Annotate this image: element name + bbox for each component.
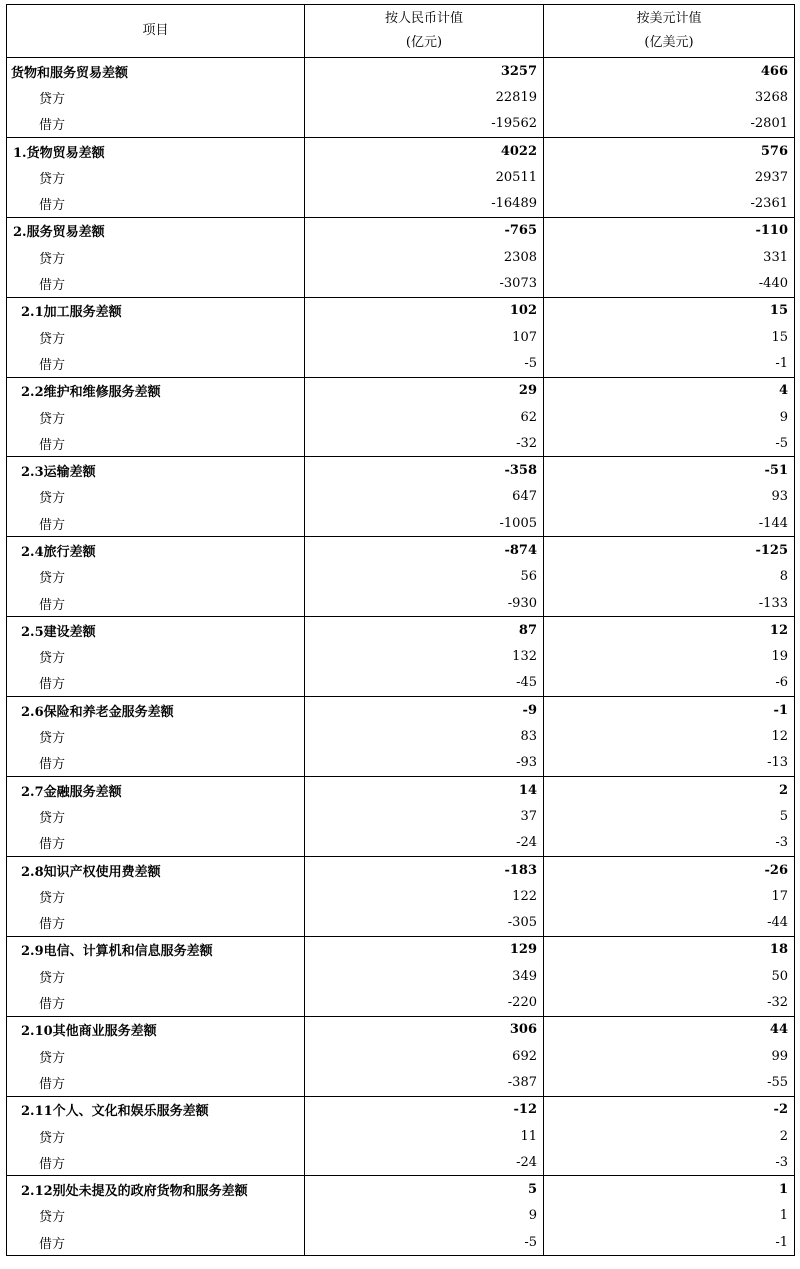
credit-label: 贷方 [7,1203,305,1229]
credit-label: 贷方 [7,963,305,989]
trade-balance-table [6,4,795,1256]
row-label: 2.5建设差额 [7,617,305,644]
balance-row [7,1096,795,1123]
usd-value: 12 [544,723,795,749]
debit-label: 借方 [7,270,305,297]
balance-row [7,856,795,883]
rmb-value: -765 [305,217,544,244]
debit-row [7,510,795,537]
balance-row [7,297,795,324]
balance-row [7,1176,795,1203]
rmb-value: 132 [305,644,544,670]
balance-row [7,457,795,484]
debit-row [7,1149,795,1176]
rmb-value: -930 [305,590,544,617]
usd-value: -51 [544,457,795,484]
row-label: 2.1加工服务差额 [7,297,305,324]
rmb-value: 107 [305,324,544,350]
debit-row [7,350,795,377]
balance-row [7,936,795,963]
rmb-value: -220 [305,989,544,1016]
usd-value: 3268 [544,84,795,110]
usd-value: -3 [544,1149,795,1176]
credit-row [7,164,795,190]
rmb-value: -45 [305,670,544,697]
credit-label: 贷方 [7,164,305,190]
credit-row [7,963,795,989]
rmb-value: -9 [305,697,544,724]
debit-label: 借方 [7,910,305,937]
rmb-value: 306 [305,1016,544,1043]
debit-row [7,750,795,777]
row-label: 2.4旅行差额 [7,537,305,564]
debit-row [7,1069,795,1096]
debit-row [7,910,795,937]
rmb-value: 20511 [305,164,544,190]
usd-value: -1 [544,1229,795,1256]
usd-value: 17 [544,883,795,909]
rmb-value: -183 [305,856,544,883]
rmb-value: 37 [305,803,544,829]
usd-value: 44 [544,1016,795,1043]
rmb-value: -3073 [305,270,544,297]
usd-value: -1 [544,350,795,377]
rmb-value: 9 [305,1203,544,1229]
usd-value: 331 [544,244,795,270]
row-label: 2.12别处未提及的政府货物和服务差额 [7,1176,305,1203]
rmb-value: 87 [305,617,544,644]
usd-value: -133 [544,590,795,617]
credit-label: 贷方 [7,244,305,270]
usd-value: -5 [544,430,795,457]
debit-label: 借方 [7,590,305,617]
usd-value: -26 [544,856,795,883]
rmb-value: 2308 [305,244,544,270]
rmb-value: -24 [305,1149,544,1176]
rmb-value: -358 [305,457,544,484]
usd-value: -110 [544,217,795,244]
rmb-value: 22819 [305,84,544,110]
credit-row [7,404,795,430]
header-rmb [305,5,544,58]
credit-row [7,723,795,749]
credit-label: 贷方 [7,803,305,829]
credit-label: 贷方 [7,723,305,749]
rmb-value: -5 [305,1229,544,1256]
debit-label: 借方 [7,750,305,777]
usd-value: 50 [544,963,795,989]
balance-row [7,377,795,404]
usd-value: 19 [544,644,795,670]
debit-row [7,270,795,297]
rmb-value: 11 [305,1123,544,1149]
row-label: 2.9电信、计算机和信息服务差额 [7,936,305,963]
row-label: 2.2维护和维修服务差额 [7,377,305,404]
rmb-value: 56 [305,564,544,590]
usd-value: -440 [544,270,795,297]
debit-label: 借方 [7,430,305,457]
usd-value: 15 [544,297,795,324]
rmb-value: -24 [305,830,544,857]
credit-row [7,244,795,270]
rmb-value: 102 [305,297,544,324]
row-label: 2.11个人、文化和娱乐服务差额 [7,1096,305,1123]
row-label: 货物和服务贸易差额 [7,58,305,85]
credit-label: 贷方 [7,564,305,590]
usd-value: -32 [544,989,795,1016]
header-item-label: 项目 [142,23,169,38]
rmb-value: -1005 [305,510,544,537]
rmb-value: 3257 [305,58,544,85]
rmb-value: 83 [305,723,544,749]
debit-row [7,830,795,857]
credit-label: 贷方 [7,883,305,909]
debit-label: 借方 [7,1149,305,1176]
credit-row [7,1043,795,1069]
row-label: 2.服务贸易差额 [7,217,305,244]
rmb-value: -32 [305,430,544,457]
usd-value: 99 [544,1043,795,1069]
header-usd [544,5,795,58]
usd-value: -1 [544,697,795,724]
balance-row [7,58,795,85]
credit-label: 贷方 [7,1123,305,1149]
debit-label: 借方 [7,111,305,138]
credit-label: 贷方 [7,84,305,110]
row-label: 2.6保险和养老金服务差额 [7,697,305,724]
usd-value: 8 [544,564,795,590]
rmb-value: 5 [305,1176,544,1203]
usd-value: 15 [544,324,795,350]
debit-label: 借方 [7,1069,305,1096]
credit-label: 贷方 [7,404,305,430]
credit-row [7,1123,795,1149]
credit-row [7,1203,795,1229]
debit-row [7,1229,795,1256]
debit-label: 借方 [7,670,305,697]
usd-value: -13 [544,750,795,777]
usd-value: -3 [544,830,795,857]
rmb-value: -387 [305,1069,544,1096]
debit-row [7,111,795,138]
header-usd-title: 按美元计值 [636,11,702,26]
debit-row [7,590,795,617]
credit-row [7,883,795,909]
usd-value: 2 [544,1123,795,1149]
credit-label: 贷方 [7,1043,305,1069]
credit-row [7,644,795,670]
usd-value: -144 [544,510,795,537]
usd-value: 576 [544,137,795,164]
rmb-value: 129 [305,936,544,963]
rmb-value: -12 [305,1096,544,1123]
rmb-value: -16489 [305,190,544,217]
row-label: 2.7金融服务差额 [7,777,305,804]
usd-value: 12 [544,617,795,644]
usd-value: -2 [544,1096,795,1123]
header-usd-unit: (亿美元) [644,35,694,50]
usd-value: -6 [544,670,795,697]
usd-value: -55 [544,1069,795,1096]
usd-value: 1 [544,1203,795,1229]
credit-label: 贷方 [7,644,305,670]
credit-row [7,484,795,510]
credit-label: 贷方 [7,484,305,510]
usd-value: 18 [544,936,795,963]
debit-label: 借方 [7,510,305,537]
row-label: 1.货物贸易差额 [7,137,305,164]
header-rmb-unit: (亿元) [405,35,443,50]
debit-row [7,430,795,457]
usd-value: -44 [544,910,795,937]
usd-value: 4 [544,377,795,404]
row-label: 2.8知识产权使用费差额 [7,856,305,883]
credit-row [7,324,795,350]
rmb-value: 62 [305,404,544,430]
debit-row [7,190,795,217]
credit-row [7,84,795,110]
rmb-value: -874 [305,537,544,564]
debit-label: 借方 [7,830,305,857]
header-item [7,5,305,58]
usd-value: -2801 [544,111,795,138]
credit-row [7,564,795,590]
debit-row [7,989,795,1016]
table-body [7,58,795,1256]
debit-row [7,670,795,697]
rmb-value: 349 [305,963,544,989]
credit-label: 贷方 [7,324,305,350]
debit-label: 借方 [7,1229,305,1256]
rmb-value: -93 [305,750,544,777]
usd-value: 466 [544,58,795,85]
usd-value: 2 [544,777,795,804]
rmb-value: 4022 [305,137,544,164]
usd-value: 5 [544,803,795,829]
rmb-value: 647 [305,484,544,510]
usd-value: 2937 [544,164,795,190]
balance-row [7,217,795,244]
balance-row [7,697,795,724]
balance-row [7,137,795,164]
usd-value: 9 [544,404,795,430]
usd-value: 93 [544,484,795,510]
debit-label: 借方 [7,350,305,377]
usd-value: -2361 [544,190,795,217]
header-rmb-title: 按人民币计值 [384,11,463,26]
debit-label: 借方 [7,989,305,1016]
table-header-row [7,5,795,58]
credit-row [7,803,795,829]
row-label: 2.3运输差额 [7,457,305,484]
rmb-value: 29 [305,377,544,404]
rmb-value: -305 [305,910,544,937]
rmb-value: -5 [305,350,544,377]
balance-row [7,537,795,564]
debit-label: 借方 [7,190,305,217]
usd-value: -125 [544,537,795,564]
rmb-value: 14 [305,777,544,804]
balance-row [7,617,795,644]
rmb-value: 692 [305,1043,544,1069]
usd-value: 1 [544,1176,795,1203]
rmb-value: -19562 [305,111,544,138]
row-label: 2.10其他商业服务差额 [7,1016,305,1043]
balance-row [7,1016,795,1043]
rmb-value: 122 [305,883,544,909]
balance-row [7,777,795,804]
